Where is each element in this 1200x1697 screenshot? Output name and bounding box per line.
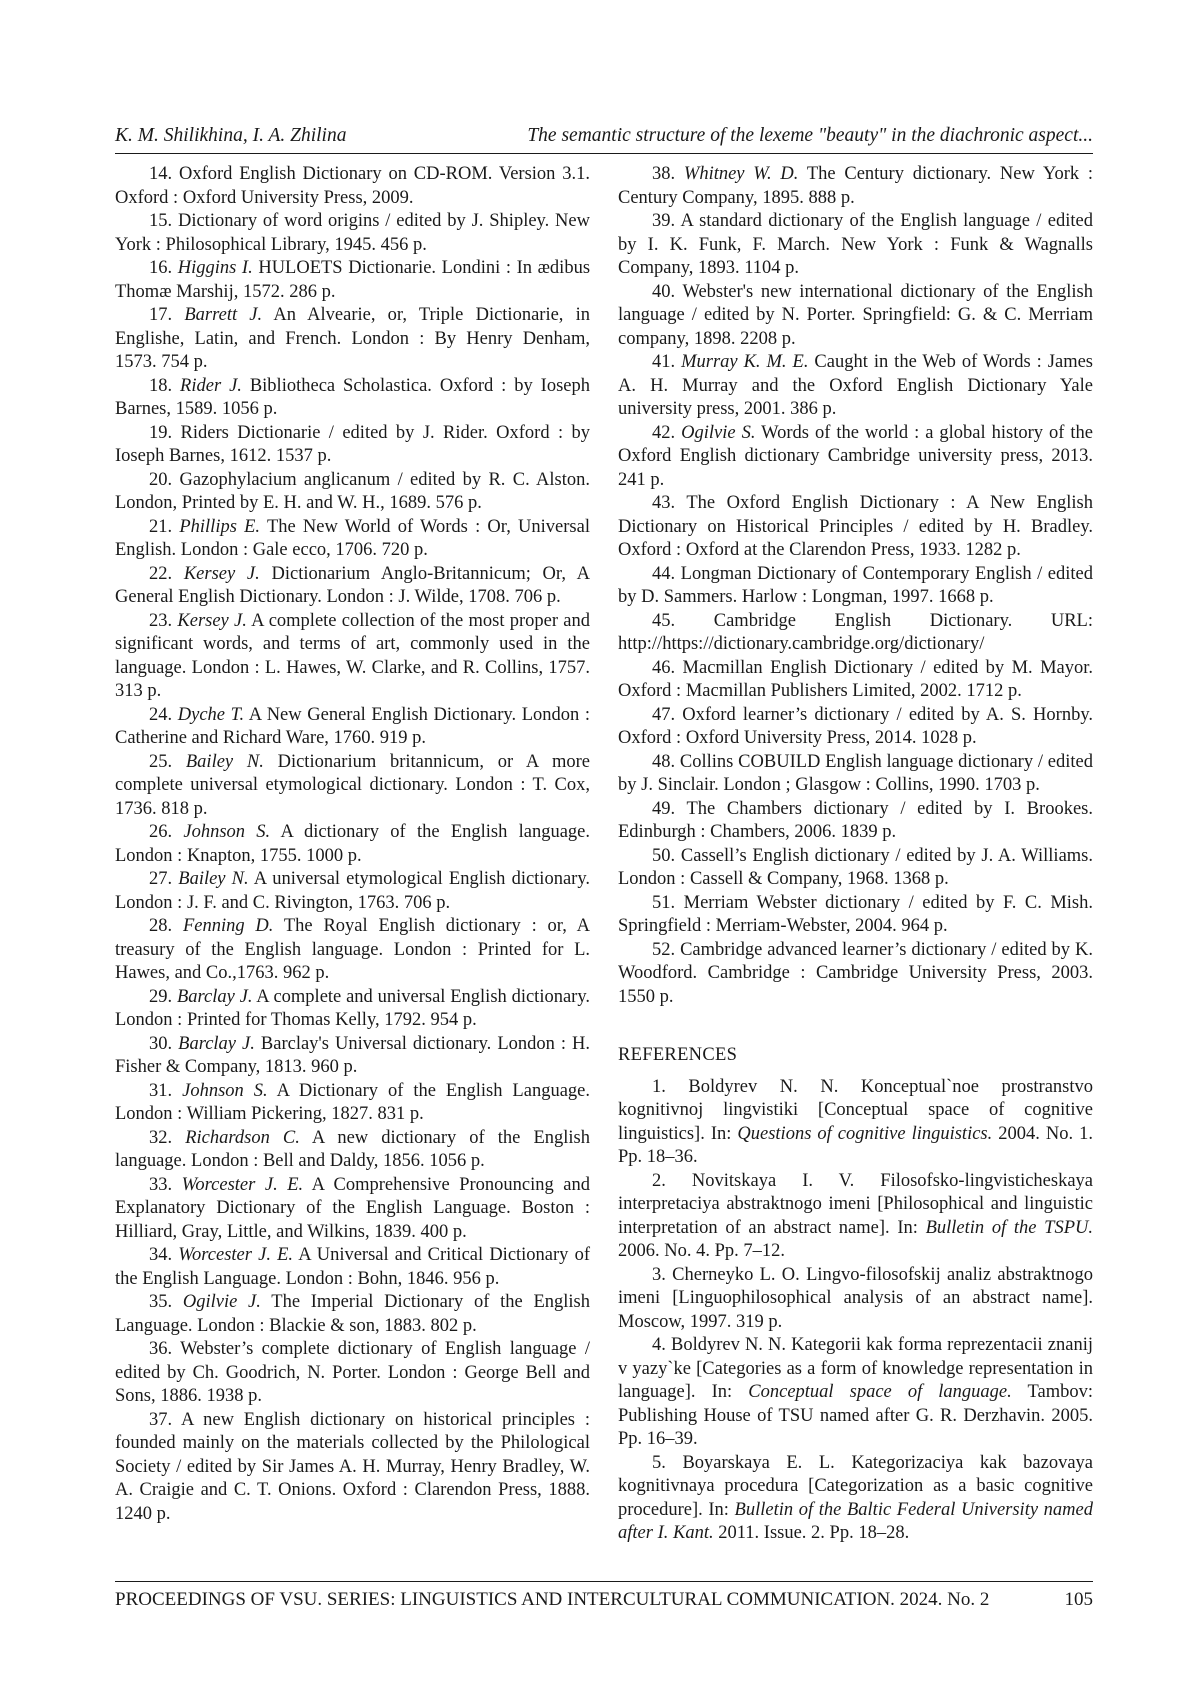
entry-author: Barrett J. bbox=[184, 305, 262, 325]
source-entry bbox=[115, 422, 590, 469]
entry-text: A Comprehensive Pronouncing and Explanatory Dictionary of the English Language. Boston : Hilliard, Gray, Little, and Wilkins, 1839. 400 p. bbox=[115, 1175, 590, 1242]
entry-number: 28. bbox=[149, 916, 172, 936]
source-entry bbox=[618, 422, 1093, 493]
entry-number: 20. bbox=[149, 470, 172, 490]
entry-text: Webster’s complete dictionary of English language / edited by Ch. Goodrich, N. Porter. London : George Bell and Sons, 1886. 1938 p. bbox=[115, 1339, 590, 1406]
reference-entry bbox=[618, 1452, 1093, 1546]
entry-number: 35. bbox=[149, 1292, 172, 1312]
entry-author: Kersey J. bbox=[177, 611, 246, 631]
entry-number: 21. bbox=[149, 517, 172, 537]
header-authors: K. M. Shilikhina, I. A. Zhilina bbox=[115, 122, 346, 150]
entry-text: A dictionary of the English language. London : Knapton, 1755. 1000 p. bbox=[115, 822, 590, 866]
footer-rule bbox=[115, 1581, 1093, 1582]
entry-text: Oxford English Dictionary on CD-ROM. Version 3.1. Oxford : Oxford University Press, 2009. bbox=[115, 164, 590, 208]
entry-text: Boldyrev N. N. Konceptual`noe prostranstvo kognitivnoj lingvistiki [Conceptual space of cognitive linguistics]. In: bbox=[618, 1077, 1093, 1144]
entry-text: Macmillan English Dictionary / edited by M. Mayor. Oxford : Macmillan Publishers Limited, 2002. 1712 p. bbox=[618, 658, 1093, 702]
entry-publication: Conceptual space of language. bbox=[748, 1382, 1012, 1402]
entry-number: 26. bbox=[149, 822, 172, 842]
entry-number: 15. bbox=[149, 211, 172, 231]
source-entry bbox=[115, 1291, 590, 1338]
entry-text: A universal etymological English dictionary. London : J. F. and C. Rivington, 1763. 706 p. bbox=[115, 869, 590, 913]
entry-number: 29. bbox=[149, 987, 172, 1007]
source-entry bbox=[115, 163, 590, 210]
entry-text: Cambridge English Dictionary. URL: http://https://dictionary.cambridge.org/dictionary/ bbox=[618, 611, 1093, 655]
entry-text: Merriam Webster dictionary / edited by F. C. Mish. Springfield : Merriam-Webster, 2004. 964 p. bbox=[618, 893, 1093, 937]
entry-author: Whitney W. D. bbox=[684, 164, 798, 184]
source-entry bbox=[115, 257, 590, 304]
source-entry bbox=[618, 751, 1093, 798]
page-number: 105 bbox=[1065, 1586, 1094, 1614]
entry-number: 31. bbox=[149, 1081, 172, 1101]
entry-author: Barclay J. bbox=[178, 1034, 255, 1054]
entry-text: Webster's new international dictionary of the English language / edited by N. Porter. Springfield: G. & C. Merriam company, 1898. 2208 p. bbox=[618, 282, 1093, 349]
entry-text: Dictionary of word origins / edited by J. Shipley. New York : Philosophical Library, 1945. 456 p. bbox=[115, 211, 590, 255]
entry-number: 41. bbox=[652, 352, 675, 372]
source-entry bbox=[115, 868, 590, 915]
entry-number: 22. bbox=[149, 564, 172, 584]
source-entry bbox=[115, 1174, 590, 1245]
entry-author: Johnson S. bbox=[183, 822, 270, 842]
header-article-title: The semantic structure of the lexeme "beauty" in the diachronic aspect... bbox=[527, 122, 1093, 150]
entry-number: 51. bbox=[652, 893, 675, 913]
entry-text: Bibliotheca Scholastica. Oxford : by Ioseph Barnes, 1589. 1056 p. bbox=[115, 376, 590, 420]
entry-text: Dictionarium britannicum, or A more complete universal etymological dictionary. London : T. Cox, 1736. 818 p. bbox=[115, 752, 590, 819]
running-header bbox=[115, 122, 1093, 150]
entry-number: 39. bbox=[652, 211, 675, 231]
entry-number: 3. bbox=[652, 1265, 666, 1285]
entry-details: 2011. Issue. 2. Pp. 18–28. bbox=[718, 1523, 909, 1543]
entry-number: 38. bbox=[652, 164, 675, 184]
source-entry bbox=[115, 304, 590, 375]
entry-number: 45. bbox=[652, 611, 675, 631]
entry-number: 24. bbox=[149, 705, 172, 725]
entry-publication: Questions of cognitive linguistics. bbox=[737, 1124, 992, 1144]
entry-text: Gazophylacium anglicanum / edited by R. C. Alston. London, Printed by E. H. and W. H., 1689. 576 p. bbox=[115, 470, 590, 514]
entry-details: 2004. No. 1. Pp. 18–36. bbox=[618, 1124, 1093, 1168]
entry-text: Cambridge advanced learner’s dictionary / edited by K. Woodford. Cambridge : Cambridge University Press, 2003. 1550 p. bbox=[618, 940, 1093, 1007]
source-entry bbox=[618, 210, 1093, 281]
entry-author: Murray K. M. E. bbox=[681, 352, 808, 372]
source-entry bbox=[618, 351, 1093, 422]
entry-text: The New World of Words : Or, Universal English. London : Gale ecco, 1706. 720 p. bbox=[115, 517, 590, 561]
entry-text: A new dictionary of the English language. London : Bell and Daldy, 1856. 1056 p. bbox=[115, 1128, 590, 1172]
entry-number: 1. bbox=[652, 1077, 666, 1097]
entry-number: 52. bbox=[652, 940, 675, 960]
source-entry bbox=[618, 845, 1093, 892]
reference-entry bbox=[618, 1264, 1093, 1335]
entry-number: 16. bbox=[149, 258, 172, 278]
entry-number: 18. bbox=[149, 376, 172, 396]
source-entry bbox=[115, 516, 590, 563]
entry-text: Boyarskaya E. L. Kategorizaciya kak bazovaya kognitivnaya procedura [Categorization as a basic cognitive procedure]. In: bbox=[618, 1453, 1093, 1520]
entry-number: 5. bbox=[652, 1453, 666, 1473]
source-entry bbox=[618, 939, 1093, 1010]
entry-author: Barclay J. bbox=[177, 987, 253, 1007]
references-heading: REFERENCES bbox=[618, 1044, 1093, 1068]
source-entry bbox=[115, 563, 590, 610]
entry-author: Ogilvie S. bbox=[681, 423, 755, 443]
source-entry bbox=[618, 610, 1093, 657]
entry-number: 33. bbox=[149, 1175, 172, 1195]
entry-text: Caught in the Web of Words : James A. H. Murray and the Oxford English Dictionary Yale university press, 2001. 386 p. bbox=[618, 352, 1093, 419]
source-entry bbox=[618, 892, 1093, 939]
entry-text: Cherneyko L. O. Lingvo-filosofskij analiz abstraktnogo imeni [Linguophilosophical analysis of an abstract name]. Moscow, 1997. 319 p. bbox=[618, 1265, 1093, 1332]
source-entry bbox=[115, 915, 590, 986]
source-entry bbox=[115, 469, 590, 516]
source-entry bbox=[115, 375, 590, 422]
source-entry bbox=[618, 798, 1093, 845]
reference-entry bbox=[618, 1170, 1093, 1264]
header-rule bbox=[115, 153, 1093, 154]
entry-author: Johnson S. bbox=[182, 1081, 268, 1101]
entry-number: 48. bbox=[652, 752, 675, 772]
source-entry bbox=[618, 657, 1093, 704]
source-entry bbox=[115, 610, 590, 704]
source-entry bbox=[115, 751, 590, 822]
source-entry bbox=[115, 1409, 590, 1527]
entry-details: 2006. No. 4. Pp. 7–12. bbox=[618, 1241, 785, 1261]
right-column bbox=[618, 163, 1093, 1546]
source-entry bbox=[618, 704, 1093, 751]
entry-text: Collins COBUILD English language dictionary / edited by J. Sinclair. London ; Glasgow : Collins, 1990. 1703 p. bbox=[618, 752, 1093, 796]
entry-number: 44. bbox=[652, 564, 675, 584]
entry-text: The Royal English dictionary : or, A treasury of the English language. London : Printed for L. Hawes, and Co.,1763. 962 p. bbox=[115, 916, 590, 983]
source-entry bbox=[115, 1338, 590, 1409]
entry-author: Kersey J. bbox=[184, 564, 260, 584]
entry-text: Dictionarium Anglo-Britannicum; Or, A General English Dictionary. London : J. Wilde, 1708. 706 p. bbox=[115, 564, 590, 608]
entry-author: Worcester J. E. bbox=[178, 1245, 293, 1265]
entry-text: Cassell’s English dictionary / edited by J. A. Williams. London : Cassell & Company, 1968. 1368 p. bbox=[618, 846, 1093, 890]
entry-text: A New General English Dictionary. London : Catherine and Richard Ware, 1760. 919 p. bbox=[115, 705, 590, 749]
entry-author: Bailey N. bbox=[178, 869, 248, 889]
entry-number: 14. bbox=[149, 164, 172, 184]
left-column bbox=[115, 163, 590, 1526]
entry-text: A Dictionary of the English Language. London : William Pickering, 1827. 831 p. bbox=[115, 1081, 590, 1125]
entry-number: 43. bbox=[652, 493, 675, 513]
source-entry bbox=[115, 1033, 590, 1080]
entry-author: Rider J. bbox=[180, 376, 242, 396]
source-entry bbox=[115, 1080, 590, 1127]
entry-author: Richardson C. bbox=[185, 1128, 300, 1148]
entry-text: Boldyrev N. N. Kategorii kak forma reprezentacii znanij v yazy`ke [Categories as a form of knowledge representation in language]. In: bbox=[618, 1335, 1093, 1402]
entry-text: A Universal and Critical Dictionary of the English Language. London : Bohn, 1846. 956 p. bbox=[115, 1245, 590, 1289]
entry-number: 4. bbox=[652, 1335, 666, 1355]
entry-text: The Imperial Dictionary of the English Language. London : Blackie & son, 1883. 802 p. bbox=[115, 1292, 590, 1336]
reference-entry bbox=[618, 1076, 1093, 1170]
entry-text: A standard dictionary of the English language / edited by I. K. Funk, F. March. New York : Funk & Wagnalls Company, 1893. 1104 p. bbox=[618, 211, 1093, 278]
source-entry bbox=[115, 986, 590, 1033]
entry-text: The Chambers dictionary / edited by I. Brookes. Edinburgh : Chambers, 2006. 1839 p. bbox=[618, 799, 1093, 843]
entry-text: Barclay's Universal dictionary. London : H. Fisher & Company, 1813. 960 p. bbox=[115, 1034, 590, 1078]
page-footer bbox=[115, 1586, 1093, 1614]
entry-text: Novitskaya I. V. Filosofsko-lingvisticheskaya interpretaciya abstraktnogo imeni [Philosophical and linguistic interpretation of an abstract name]. In: bbox=[618, 1171, 1093, 1238]
entry-number: 23. bbox=[149, 611, 172, 631]
source-entry bbox=[618, 163, 1093, 210]
footer-journal-name: PROCEEDINGS OF VSU. SERIES: LINGUISTICS AND INTERCULTURAL COMMUNICATION. 2024. No. 2 bbox=[115, 1586, 989, 1614]
entry-number: 2. bbox=[652, 1171, 666, 1191]
entry-author: Higgins I. bbox=[178, 258, 253, 278]
reference-entry bbox=[618, 1334, 1093, 1452]
entry-author: Dyche T. bbox=[178, 705, 244, 725]
entry-number: 25. bbox=[149, 752, 172, 772]
entry-publication: Bulletin of the Baltic Federal University named after I. Kant. bbox=[618, 1500, 1093, 1544]
entry-text: A complete collection of the most proper and significant words, and terms of art, commonly used in the language. London : L. Hawes, W. Clarke, and R. Collins, 1757. 313 p. bbox=[115, 611, 590, 702]
entry-text: Longman Dictionary of Contemporary English / edited by D. Sammers. Harlow : Longman, 1997. 1668 p. bbox=[618, 564, 1093, 608]
entry-text: HULOETS Dictionarie. Londini : In ædibus Thomæ Marshij, 1572. 286 p. bbox=[115, 258, 590, 302]
entry-number: 19. bbox=[149, 423, 172, 443]
entry-text: An Alvearie, or, Triple Dictionarie, in Englishe, Latin, and French. London : By Henry Denham, 1573. 754 p. bbox=[115, 305, 590, 372]
entry-number: 36. bbox=[149, 1339, 172, 1359]
entry-number: 42. bbox=[652, 423, 675, 443]
entry-text: Oxford learner’s dictionary / edited by A. S. Hornby. Oxford : Oxford University Press, 2014. 1028 p. bbox=[618, 705, 1093, 749]
entry-author: Worcester J. E. bbox=[182, 1175, 303, 1195]
entry-publication: Bulletin of the TSPU. bbox=[926, 1218, 1093, 1238]
source-entry bbox=[115, 1244, 590, 1291]
entry-number: 49. bbox=[652, 799, 675, 819]
entry-number: 32. bbox=[149, 1128, 172, 1148]
source-entry bbox=[618, 281, 1093, 352]
entry-number: 50. bbox=[652, 846, 675, 866]
entry-text: Words of the world : a global history of the Oxford English dictionary Cambridge university press, 2013. 241 p. bbox=[618, 423, 1093, 490]
entry-author: Phillips E. bbox=[179, 517, 260, 537]
entry-number: 47. bbox=[652, 705, 675, 725]
source-entry bbox=[115, 821, 590, 868]
entry-number: 37. bbox=[149, 1410, 172, 1430]
source-entry bbox=[618, 492, 1093, 563]
entry-author: Fenning D. bbox=[183, 916, 273, 936]
entry-text: A new English dictionary on historical principles : founded mainly on the materials collected by the Philological Society / edited by Sir James A. H. Murray, Henry Bradley, W. A. Craigie and C. T. Onions. Oxford : Clarendon Press, 1888. 1240 p. bbox=[115, 1410, 590, 1524]
entry-number: 46. bbox=[652, 658, 675, 678]
entry-text: The Oxford English Dictionary : A New English Dictionary on Historical Principles / edited by H. Bradley. Oxford : Oxford at the Clarendon Press, 1933. 1282 p. bbox=[618, 493, 1093, 560]
journal-page bbox=[0, 0, 1200, 1697]
source-entry bbox=[618, 563, 1093, 610]
entry-number: 17. bbox=[149, 305, 172, 325]
entry-author: Ogilvie J. bbox=[183, 1292, 261, 1312]
entry-text: The Century dictionary. New York : Century Company, 1895. 888 p. bbox=[618, 164, 1093, 208]
source-entry bbox=[115, 1127, 590, 1174]
entry-author: Bailey N. bbox=[186, 752, 264, 772]
entry-text: A complete and universal English dictionary. London : Printed for Thomas Kelly, 1792. 954 p. bbox=[115, 987, 590, 1031]
entry-number: 34. bbox=[149, 1245, 172, 1265]
entry-number: 30. bbox=[149, 1034, 172, 1054]
entry-text: Riders Dictionarie / edited by J. Rider. Oxford : by Ioseph Barnes, 1612. 1537 p. bbox=[115, 423, 590, 467]
source-entry bbox=[115, 704, 590, 751]
entry-details: Tambov: Publishing House of TSU named after G. R. Derzhavin. 2005. Pp. 16–39. bbox=[618, 1382, 1093, 1449]
entry-number: 40. bbox=[652, 282, 675, 302]
entry-number: 27. bbox=[149, 869, 172, 889]
source-entry bbox=[115, 210, 590, 257]
